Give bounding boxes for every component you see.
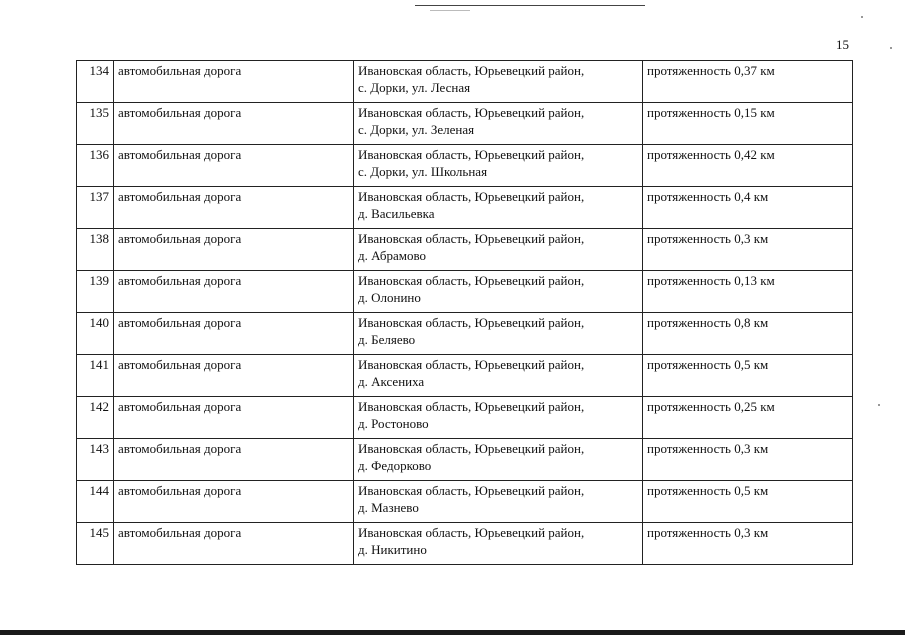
table-row <box>77 439 853 481</box>
address-cell <box>354 481 643 523</box>
scan-speck <box>878 404 880 406</box>
page-number: 15 <box>836 37 849 52</box>
address-line-1: Ивановская область, Юрьевецкий район, <box>358 357 585 372</box>
row-number: 141 <box>77 355 114 397</box>
row-number: 135 <box>77 103 114 145</box>
length-cell: протяженность 0,8 км <box>643 313 853 355</box>
length-cell: протяженность 0,3 км <box>643 523 853 565</box>
table-row <box>77 103 853 145</box>
object-type: автомобильная дорога <box>114 355 354 397</box>
address-line-2: с. Дорки, ул. Школьная <box>358 164 488 179</box>
address-cell <box>354 397 643 439</box>
object-type: автомобильная дорога <box>114 439 354 481</box>
object-type: автомобильная дорога <box>114 271 354 313</box>
address-line-2: д. Никитино <box>358 542 427 557</box>
row-number: 139 <box>77 271 114 313</box>
scan-speck <box>890 47 892 49</box>
row-number: 138 <box>77 229 114 271</box>
table-row <box>77 523 853 565</box>
object-type: автомобильная дорога <box>114 145 354 187</box>
length-cell: протяженность 0,13 км <box>643 271 853 313</box>
address-cell <box>354 103 643 145</box>
object-type: автомобильная дорога <box>114 313 354 355</box>
address-line-1: Ивановская область, Юрьевецкий район, <box>358 147 585 162</box>
address-line-2: д. Федорково <box>358 458 432 473</box>
address-line-1: Ивановская область, Юрьевецкий район, <box>358 63 585 78</box>
length-cell: протяженность 0,37 км <box>643 61 853 103</box>
table-row <box>77 271 853 313</box>
address-cell <box>354 145 643 187</box>
address-line-2: д. Васильевка <box>358 206 435 221</box>
address-line-2: д. Беляево <box>358 332 416 347</box>
header-rule-faint <box>430 10 470 11</box>
address-line-1: Ивановская область, Юрьевецкий район, <box>358 231 585 246</box>
table-row <box>77 481 853 523</box>
object-type: автомобильная дорога <box>114 397 354 439</box>
address-line-1: Ивановская область, Юрьевецкий район, <box>358 189 585 204</box>
address-cell <box>354 523 643 565</box>
address-cell <box>354 187 643 229</box>
object-type: автомобильная дорога <box>114 187 354 229</box>
length-cell: протяженность 0,15 км <box>643 103 853 145</box>
length-cell: протяженность 0,4 км <box>643 187 853 229</box>
row-number: 134 <box>77 61 114 103</box>
table-row <box>77 145 853 187</box>
address-cell <box>354 439 643 481</box>
address-cell <box>354 61 643 103</box>
scan-speck <box>861 16 863 18</box>
row-number: 136 <box>77 145 114 187</box>
table-row <box>77 355 853 397</box>
address-line-2: д. Ростоново <box>358 416 429 431</box>
address-line-1: Ивановская область, Юрьевецкий район, <box>358 483 585 498</box>
header-rule <box>415 5 645 6</box>
scan-bottom-edge <box>0 630 905 635</box>
address-line-2: с. Дорки, ул. Зеленая <box>358 122 475 137</box>
address-cell <box>354 271 643 313</box>
object-type: автомобильная дорога <box>114 61 354 103</box>
address-line-1: Ивановская область, Юрьевецкий район, <box>358 441 585 456</box>
length-cell: протяженность 0,5 км <box>643 481 853 523</box>
address-line-1: Ивановская область, Юрьевецкий район, <box>358 525 585 540</box>
table-row <box>77 313 853 355</box>
table-row <box>77 61 853 103</box>
address-cell <box>354 229 643 271</box>
address-line-1: Ивановская область, Юрьевецкий район, <box>358 273 585 288</box>
length-cell: протяженность 0,5 км <box>643 355 853 397</box>
object-type: автомобильная дорога <box>114 481 354 523</box>
row-number: 143 <box>77 439 114 481</box>
row-number: 140 <box>77 313 114 355</box>
length-cell: протяженность 0,25 км <box>643 397 853 439</box>
address-line-2: д. Мазнево <box>358 500 419 515</box>
row-number: 144 <box>77 481 114 523</box>
row-number: 142 <box>77 397 114 439</box>
row-number: 145 <box>77 523 114 565</box>
object-type: автомобильная дорога <box>114 229 354 271</box>
length-cell: протяженность 0,3 км <box>643 229 853 271</box>
address-line-2: д. Аксениха <box>358 374 425 389</box>
address-line-1: Ивановская область, Юрьевецкий район, <box>358 315 585 330</box>
records-table <box>76 60 853 565</box>
object-type: автомобильная дорога <box>114 103 354 145</box>
object-type: автомобильная дорога <box>114 523 354 565</box>
length-cell: протяженность 0,42 км <box>643 145 853 187</box>
address-line-2: д. Абрамово <box>358 248 427 263</box>
table-row <box>77 397 853 439</box>
address-line-2: д. Олонино <box>358 290 421 305</box>
address-line-1: Ивановская область, Юрьевецкий район, <box>358 399 585 414</box>
table-row <box>77 187 853 229</box>
length-cell: протяженность 0,3 км <box>643 439 853 481</box>
address-line-2: с. Дорки, ул. Лесная <box>358 80 471 95</box>
address-cell <box>354 313 643 355</box>
row-number: 137 <box>77 187 114 229</box>
address-cell <box>354 355 643 397</box>
address-line-1: Ивановская область, Юрьевецкий район, <box>358 105 585 120</box>
table-row <box>77 229 853 271</box>
